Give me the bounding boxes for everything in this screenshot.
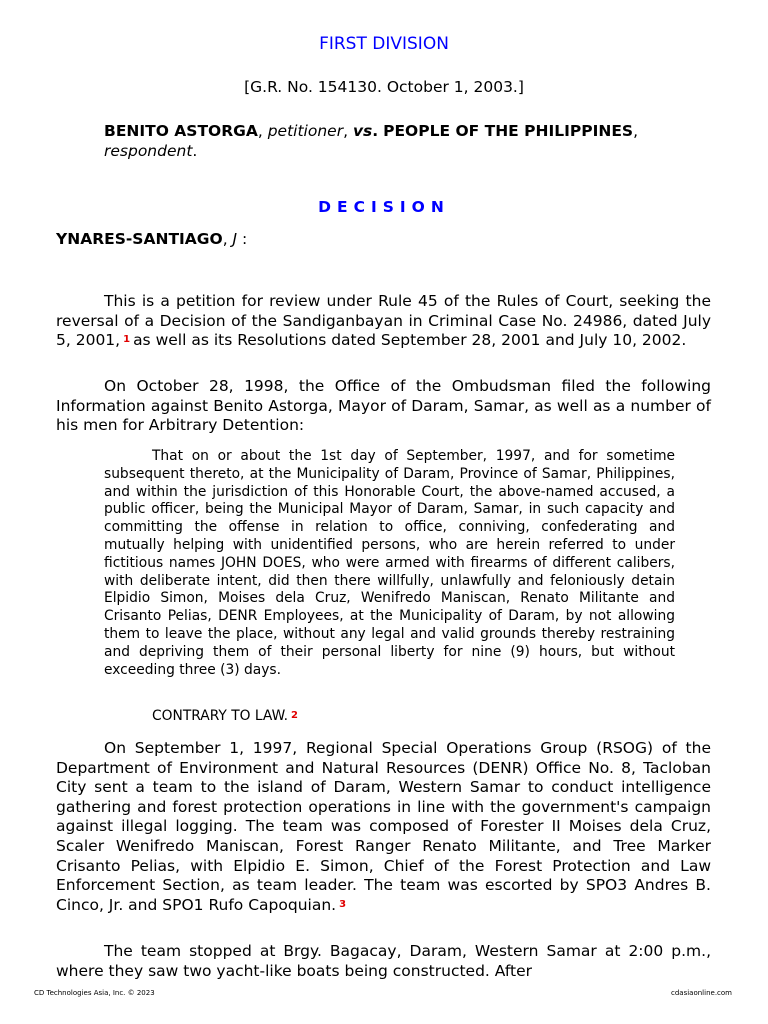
paragraph-1 — [56, 292, 711, 351]
paragraph-2-text: On October 28, 1998, the Office of the Ombudsman filed the following Information against Benito Astorga, Mayor of Daram, Samar, as well as a number of his men for Arbitrary Detention: — [56, 377, 711, 435]
ponente-title: J — [232, 230, 238, 248]
information-quote-text: That on or about the 1st day of September, 1997, and for sometime subsequent thereto, at the Municipality of Daram, Province of Samar, Philippines, and within the jurisdiction of this Honorable Court, the above-named accused, a public officer, being the Municipal Mayor of Daram, Samar, in such capacity and committing the offense in relation to office, conniving, confederating and mutually helping with unidentified persons, who are herein referred to under fictitious names JOHN DOES, who were armed with firearms of different calibers, with deliberate intent, did then there willfully, unlawfully and feloniously detain Elpidio Simon, Moises dela Cruz, Wenifredo Maniscan, Renato Militante and Crisanto Pelias, DENR Employees, at the Municipality of Daram, by not allowing them to leave the place, without any legal and valid grounds thereby restraining and depriving them of their personal liberty for nine (9) hours, but without exceeding three (3) days. — [104, 448, 675, 678]
respondent-name: PEOPLE OF THE PHILIPPINES — [383, 122, 634, 140]
footer-copyright: CD Technologies Asia, Inc. © 2023 — [34, 989, 155, 997]
case-number: [G.R. No. 154130. October 1, 2003.] — [244, 78, 524, 96]
footnote-link-2[interactable]: 2 — [291, 710, 298, 721]
paragraph-4-text: The team stopped at Brgy. Bagacay, Daram, Western Samar at 2:00 p.m., where they saw two yacht-like boats being constructed. After — [56, 942, 711, 980]
division-heading: FIRST DIVISION — [319, 34, 449, 54]
paragraph-3-text: On September 1, 1997, Regional Special Operations Group (RSOG) of the Department of Environment and Natural Resources (DENR) Office No. 8, Tacloban City sent a team to the island of Daram, Western Samar to conduct intelligence gathering and forest protection operations in line with the government's campaign against illegal logging. The team was composed of Forester II Moises dela Cruz, Scaler Wenifredo Maniscan, Forest Ranger Renato Militante, and Tree Marker Crisanto Pelias, with Elpidio E. Simon, Chief of the Forest Protection and Law Enforcement Section, as team leader. The team was escorted by SPO3 Andres B. Cinco, Jr. and SPO1 Rufo Capoquian. — [56, 739, 711, 914]
ponente-name: YNARES-SANTIAGO — [56, 230, 223, 248]
case-parties: BENITO ASTORGA, petitioner, vs. PEOPLE OF THE PHILIPPINES, respondent. — [104, 122, 639, 160]
footer-site: cdasiaonline.com — [671, 989, 732, 997]
petitioner-name: BENITO ASTORGA — [104, 122, 258, 140]
ponente: YNARES-SANTIAGO, J : — [56, 230, 248, 248]
paragraph-4 — [56, 942, 711, 981]
contrary-to-law-text: CONTRARY TO LAW. — [152, 708, 289, 724]
paragraph-1-text-a: This is a petition for review under Rule 45 of the Rules of Court, seeking the reversal of a Decision of the Sandiganbayan in Criminal Case No. 24986, dated July 5, 2001, — [56, 292, 711, 350]
paragraph-2 — [56, 377, 711, 436]
versus: vs — [352, 122, 373, 140]
contrary-to-law — [104, 708, 675, 726]
decision-heading: DECISION — [318, 198, 450, 216]
information-quote — [104, 448, 675, 679]
footnote-link-3[interactable]: 3 — [339, 898, 347, 910]
respondent-role: respondent — [104, 142, 193, 160]
footnote-link-1[interactable]: 1 — [123, 334, 131, 346]
paragraph-3 — [56, 739, 711, 915]
petitioner-role: petitioner — [267, 122, 344, 140]
paragraph-1-text-b: as well as its Resolutions dated September 28, 2001 and July 10, 2002. — [133, 331, 687, 350]
